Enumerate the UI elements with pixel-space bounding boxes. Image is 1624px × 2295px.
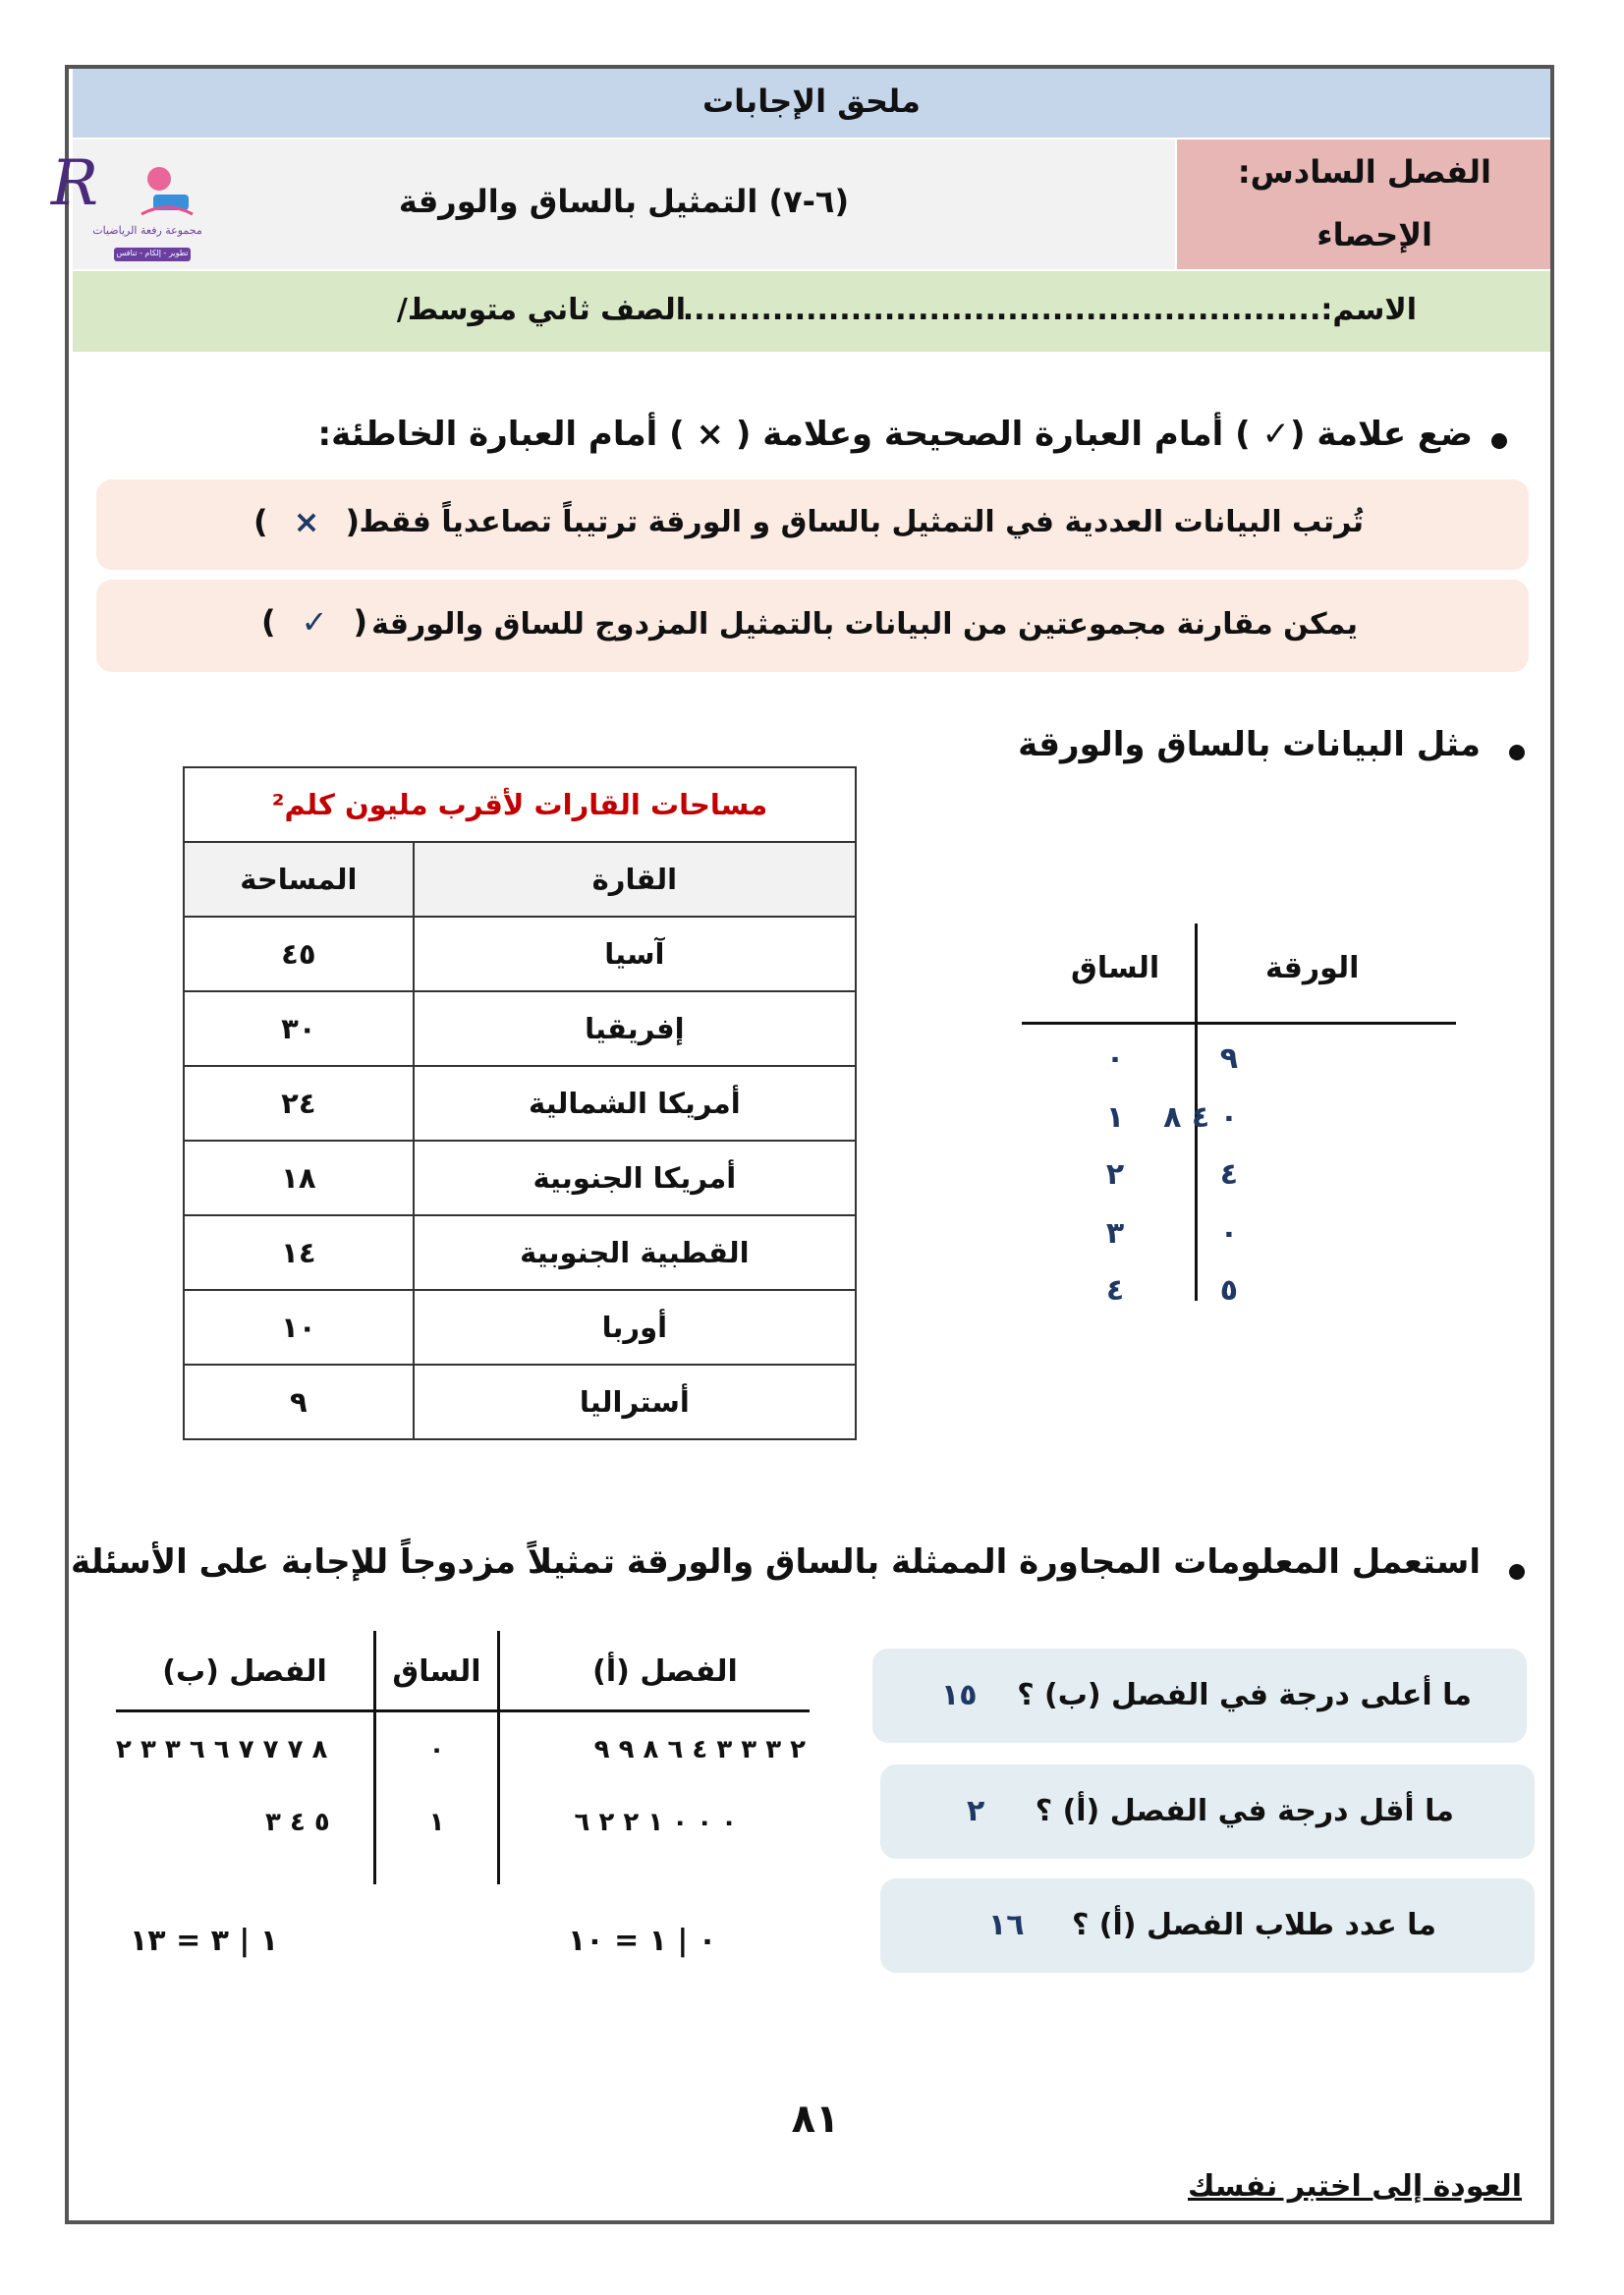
stem-value: ٤ (1105, 1273, 1125, 1308)
table-cell: ١٤ (184, 1215, 414, 1290)
plot-horizontal-line (1022, 1022, 1456, 1025)
table-row (184, 1290, 856, 1365)
section2-instruction: مثل البيانات بالساق والورقة (1018, 725, 1481, 764)
table-cell: أمريكا الشمالية (414, 1066, 856, 1141)
appendix-header (73, 69, 1550, 138)
question-text: ما أعلى درجة في الفصل (ب) ؟ (1017, 1678, 1472, 1712)
class-a-header: الفصل (أ) (592, 1654, 738, 1689)
bullet-icon (1491, 433, 1507, 449)
question-card (872, 1649, 1527, 1743)
svg-text:R: R (50, 147, 98, 220)
stem-header: الساق (392, 1654, 481, 1689)
answer-value: ١٦ (988, 1908, 1025, 1942)
lesson-box (50, 140, 1175, 269)
cross-icon: × (293, 503, 320, 540)
leaf-header: الورقة (1265, 951, 1360, 985)
statement-row (96, 580, 1529, 672)
table-cell: ٣٠ (184, 991, 414, 1066)
table-cell: إفريقيا (414, 991, 856, 1066)
table-cell: القطبية الجنوبية (414, 1215, 856, 1290)
section1-instruction: ضع علامة (✓ ) أمام العبارة الصحيحة وعلامة ( × ) أمام العبارة الخاطئة: (317, 415, 1473, 454)
table-cell: آسيا (414, 917, 856, 991)
bullet-icon (1509, 745, 1525, 760)
stem-value: ٣ (1105, 1216, 1125, 1251)
stem-value: ٠ (1105, 1041, 1125, 1076)
answer-value: ٢ (967, 1794, 985, 1828)
table-title: مساحات القارات لأقرب مليون كلم² (184, 767, 856, 842)
statement-row (96, 479, 1529, 570)
stem-value: ١ (1105, 1100, 1125, 1135)
check-icon: ✓ (301, 603, 328, 641)
name-bar (73, 271, 1550, 352)
table-cell: ٤٥ (184, 917, 414, 991)
leaf-value: ٥ (1219, 1273, 1238, 1308)
table-header-continent: القارة (414, 842, 856, 917)
leaf-value: ٤ (1219, 1157, 1238, 1192)
question-text: ما عدد طلاب الفصل (أ) ؟ (1071, 1908, 1436, 1942)
table-row (184, 1141, 856, 1215)
key-a: ٠ | ١ = ١٠ (568, 1924, 717, 1958)
lesson-title: (٦-٧) التمثيل بالساق والورقة (398, 183, 850, 220)
chapter-box (1177, 140, 1550, 269)
class-a-leaves: ٠ ٠ ٠ ١ ٢ ٢ ٦ (574, 1808, 737, 1837)
table-cell: أستراليا (414, 1365, 856, 1439)
class-b-leaves: ٥ ٤ ٣ (265, 1808, 330, 1837)
logo (50, 143, 210, 265)
table-row (184, 1215, 856, 1290)
table-row (184, 917, 856, 991)
question-text: ما أقل درجة في الفصل (أ) ؟ (1035, 1794, 1454, 1828)
table-row (184, 991, 856, 1066)
logo-icon (50, 143, 210, 265)
name-field-label[interactable]: الاسم:......................................................... (682, 293, 1417, 327)
class-a-leaves: ٢ ٣ ٣ ٣ ٤ ٦ ٨ ٩ ٩ (593, 1735, 806, 1764)
plot-vertical-line (497, 1631, 500, 1884)
answer-box[interactable]: (×) (253, 503, 361, 540)
section3-instruction: استعمل المعلومات المجاورة الممثلة بالساق والورقة تمثيلاً مزدوجاً للإجابة على الأسئلة (70, 1542, 1481, 1582)
class-b-leaves: ٨ ٧ ٧ ٧ ٦ ٦ ٣ ٣ ٢ (116, 1735, 328, 1764)
chapter-title: الفصل السادس: (1237, 153, 1491, 191)
table-cell: أمريكا الجنوبية (414, 1141, 856, 1215)
continents-table (183, 766, 857, 1440)
statement-text: تُرتب البيانات العددية في التمثيل بالساق و الورقة ترتيباً تصاعدياً فقط (359, 505, 1364, 539)
class-b-header: الفصل (ب) (162, 1654, 327, 1689)
logo-text: مجموعة رفعة الرياضيات (92, 224, 202, 237)
plot-horizontal-line (116, 1709, 810, 1712)
answer-value: ١٥ (941, 1678, 978, 1712)
stem-value: ٠ (428, 1735, 445, 1764)
logo-subtext: تطوير - إلكام - تنافس (116, 249, 189, 257)
stem-value: ١ (428, 1808, 445, 1837)
question-card (880, 1878, 1535, 1973)
leaf-value: ٠ ٤ ٨ (1163, 1100, 1238, 1135)
table-cell: ١٨ (184, 1141, 414, 1215)
stem-header: الساق (1071, 951, 1160, 985)
back-link[interactable]: العودة إلى اختبر نفسك (1187, 2169, 1522, 2204)
key-b: ١ | ٣ = ١٣ (130, 1924, 279, 1958)
answer-box[interactable]: (✓) (261, 603, 368, 641)
question-card (880, 1764, 1535, 1859)
statement-text: يمكن مقارنة مجموعتين من البيانات بالتمثيل المزدوج للساق والورقة (371, 607, 1358, 642)
table-header-area: المساحة (184, 842, 414, 917)
table-row (184, 1066, 856, 1141)
table-cell: ٩ (184, 1365, 414, 1439)
grade-label: الصف ثاني متوسط/ (396, 293, 686, 327)
table-cell: ١٠ (184, 1290, 414, 1365)
page-number: ٨١ (791, 2097, 840, 2142)
appendix-title: ملحق الإجابات (702, 83, 921, 120)
leaf-value: ٠ (1219, 1216, 1238, 1251)
bullet-icon (1509, 1564, 1525, 1580)
table-cell: ٢٤ (184, 1066, 414, 1141)
stem-value: ٢ (1105, 1157, 1125, 1192)
table-row (184, 1365, 856, 1439)
table-cell: أوربا (414, 1290, 856, 1365)
leaf-value: ٩ (1219, 1041, 1238, 1076)
chapter-subject: الإحصاء (1316, 216, 1432, 253)
